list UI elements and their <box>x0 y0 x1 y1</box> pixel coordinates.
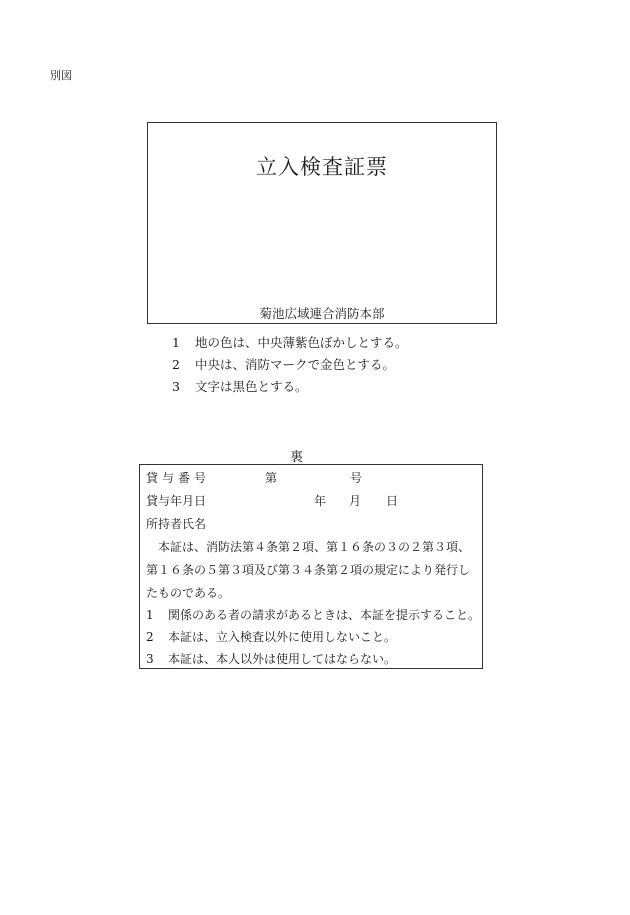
note-text: 地の色は、中央薄紫色ぼかしとする。 <box>195 335 408 350</box>
note-text: 文字は黒色とする。 <box>195 379 308 394</box>
condition-number: 3 <box>146 652 154 666</box>
certificate-front <box>147 122 497 324</box>
month-label: 月 <box>349 494 362 508</box>
front-notes-list <box>172 335 408 401</box>
back-side-heading: 裏 <box>290 450 304 465</box>
day-label: 日 <box>386 494 399 508</box>
statement-line: 本証は、消防法第４条第２項、第１６条の３の２第３項、 <box>158 540 471 554</box>
condition-number: 2 <box>146 630 154 644</box>
year-label: 年 <box>314 494 327 508</box>
loan-date-label: 貸与年月日 <box>146 494 207 508</box>
note-number: 2 <box>172 357 180 372</box>
loan-number-label: 貸与番号 <box>146 471 211 485</box>
condition-item <box>146 651 396 667</box>
note-number: 1 <box>172 335 180 350</box>
loan-number-suffix: 号 <box>350 471 363 485</box>
loan-number-row <box>146 470 210 486</box>
certificate-back <box>139 464 483 669</box>
note-text: 中央は、消防マークで金色とする。 <box>195 357 396 372</box>
issuer-name: 菊池広域連合消防本部 <box>259 306 385 321</box>
condition-text: 本証は、本人以外は使用してはならない。 <box>168 652 397 666</box>
figure-label: 別図 <box>50 69 72 82</box>
statement-line: たものである。 <box>146 586 231 600</box>
condition-item <box>146 629 396 645</box>
certificate-title: 立入検査証票 <box>256 155 388 179</box>
statement-line: 第１６条の５第３項及び第３４条第２項の規定により発行し <box>146 563 471 577</box>
note-item <box>172 335 408 357</box>
note-item <box>172 357 408 379</box>
holder-name-label: 所持者氏名 <box>146 517 207 531</box>
note-number: 3 <box>172 379 180 394</box>
condition-item <box>146 607 480 623</box>
condition-text: 関係のある者の請求があるときは、本証を提示すること。 <box>168 608 481 622</box>
note-item <box>172 379 408 401</box>
condition-number: 1 <box>146 608 154 622</box>
condition-text: 本証は、立入検査以外に使用しないこと。 <box>168 630 397 644</box>
loan-number-prefix: 第 <box>265 471 278 485</box>
